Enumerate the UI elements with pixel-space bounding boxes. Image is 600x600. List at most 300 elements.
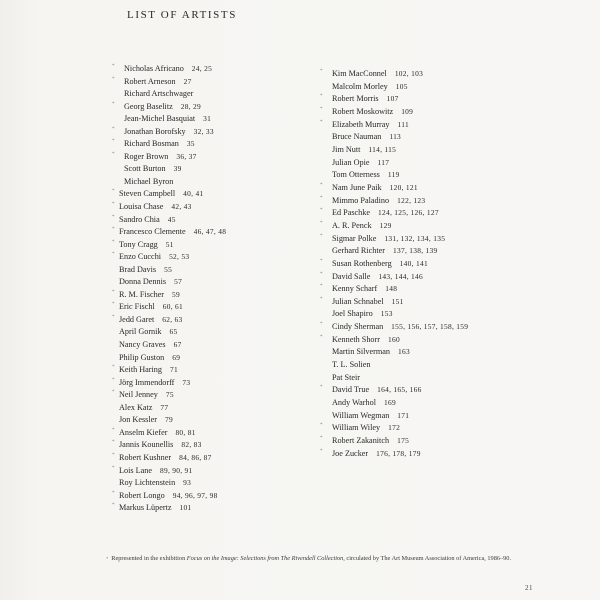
- artist-name: [332, 233, 445, 246]
- artist-name: [332, 220, 392, 233]
- artist-name: [119, 402, 168, 415]
- artist-name: [332, 93, 399, 106]
- page-title: LIST OF ARTISTS: [127, 9, 237, 21]
- artist-name: [332, 182, 418, 195]
- asterisk-marker: *: [112, 239, 115, 245]
- artist-name: [124, 101, 201, 114]
- artist-name-text: Julian Opie: [332, 157, 370, 167]
- page-references: 28, 29: [180, 101, 202, 111]
- asterisk-marker: *: [112, 377, 115, 383]
- artist-name-text: Kenny Scharf: [332, 284, 378, 294]
- asterisk-marker: *: [112, 365, 115, 371]
- artist-entry: [112, 452, 317, 465]
- asterisk-marker: *: [320, 271, 323, 277]
- artist-name: [124, 163, 182, 176]
- asterisk-marker: *: [320, 69, 323, 74]
- artist-name: [332, 308, 393, 321]
- artist-name-text: Kim MacConnel: [332, 69, 387, 78]
- artist-name-text: Bruce Nauman: [332, 132, 382, 142]
- artist-list-right: [320, 68, 590, 460]
- artist-entry: [320, 296, 590, 309]
- artist-name: [119, 251, 189, 264]
- artist-name-text: Scott Burton: [124, 164, 166, 174]
- artist-name-text: Francesco Clemente: [119, 227, 186, 237]
- artist-name-text: Nicholas Africano: [124, 64, 184, 73]
- artist-entry: [320, 321, 590, 334]
- artist-entry: [112, 339, 317, 352]
- page-references: 82, 83: [181, 440, 202, 450]
- artist-name-text: Nam June Paik: [332, 182, 382, 192]
- artist-name: [332, 448, 421, 461]
- asterisk-marker: *: [320, 208, 323, 214]
- artist-name: [119, 502, 192, 515]
- artist-name-text: Gerhard Richter: [332, 246, 385, 256]
- artist-entry: [320, 119, 590, 132]
- asterisk-marker: *: [112, 101, 115, 107]
- page-references: 69: [172, 352, 181, 362]
- artist-name: [119, 389, 174, 402]
- artist-entry: [320, 346, 590, 359]
- artist-entry: [320, 308, 590, 321]
- page-references: 31: [203, 114, 212, 124]
- asterisk-marker: *: [112, 76, 115, 82]
- asterisk-marker: *: [112, 214, 115, 220]
- asterisk-marker: *: [112, 189, 115, 195]
- page-references: 155, 156, 157, 158, 159: [391, 322, 469, 332]
- artist-name-text: Steven Campbell: [119, 189, 176, 199]
- asterisk-marker: *: [112, 139, 115, 145]
- artist-entry: [320, 157, 590, 170]
- artist-name: [124, 113, 211, 126]
- artist-entry: [320, 283, 590, 296]
- artist-name-text: Enzo Cucchi: [119, 252, 162, 262]
- page-references: 171: [397, 410, 410, 420]
- page-references: 35: [186, 139, 195, 149]
- artist-entry: [112, 465, 317, 478]
- artist-entry: [320, 258, 590, 271]
- page-references: 113: [389, 132, 402, 142]
- page-references: 140, 141: [399, 258, 428, 268]
- page-references: 77: [160, 402, 169, 412]
- artist-list-left: [112, 63, 317, 515]
- artist-entry: [320, 422, 590, 435]
- artist-entry: [320, 195, 590, 208]
- asterisk-marker: *: [320, 296, 323, 302]
- artist-entry: [320, 245, 590, 258]
- artist-name-text: Robert Zakanitch: [332, 436, 390, 446]
- artist-name: [332, 435, 409, 448]
- artist-entry: [112, 289, 317, 302]
- artist-name: [124, 76, 192, 89]
- artist-name: [119, 427, 196, 440]
- asterisk-marker: *: [112, 490, 115, 496]
- artist-name: [119, 264, 172, 277]
- artist-name: [332, 321, 468, 334]
- artist-name-text: Kenneth Shorr: [332, 334, 380, 344]
- artist-entry: [112, 414, 317, 427]
- page-references: 89, 90, 91: [159, 465, 193, 475]
- artist-name: [332, 372, 368, 385]
- page-references: 119: [387, 170, 400, 180]
- artist-name: [119, 377, 190, 390]
- artist-entry: [112, 126, 317, 139]
- asterisk-marker: *: [112, 64, 115, 69]
- page-references: 73: [182, 377, 191, 387]
- page-references: 32, 33: [193, 126, 214, 136]
- artist-name: [332, 144, 396, 157]
- asterisk-marker: *: [112, 202, 115, 208]
- artist-name-text: Susan Rothenberg: [332, 258, 392, 268]
- page-references: 80, 81: [175, 427, 196, 437]
- asterisk-marker: *: [320, 94, 323, 100]
- artist-name-text: Robert Moskowitz: [332, 106, 394, 116]
- page-references: 39: [173, 164, 182, 174]
- page-references: 94, 96, 97, 98: [172, 490, 218, 500]
- artist-name: [119, 364, 178, 377]
- asterisk-marker: *: [112, 227, 115, 233]
- artist-name: [119, 490, 218, 503]
- page-references: 129: [379, 220, 392, 230]
- page-references: 36, 37: [176, 151, 197, 161]
- artist-entry: [320, 384, 590, 397]
- page-references: 148: [385, 284, 398, 294]
- artist-entry: [112, 63, 317, 76]
- artist-name-text: Markus Lüpertz: [119, 503, 172, 513]
- artist-name-text: William Wegman: [332, 410, 390, 420]
- artist-entry: [320, 106, 590, 119]
- artist-name: [332, 131, 401, 144]
- artist-name: [332, 384, 422, 397]
- asterisk-marker: *: [112, 126, 115, 132]
- asterisk-marker: *: [112, 151, 115, 157]
- page-references: 93: [183, 478, 192, 488]
- artist-name-text: Brad Davis: [119, 264, 157, 274]
- artist-name-text: Georg Baselitz: [124, 101, 173, 111]
- artist-name: [119, 339, 182, 352]
- artist-entry: [112, 490, 317, 503]
- artist-name: [332, 119, 409, 132]
- artist-name-text: Jonathan Borofsky: [124, 126, 186, 136]
- artist-entry: [320, 435, 590, 448]
- artist-name: [332, 157, 389, 170]
- asterisk-marker: *: [320, 423, 323, 429]
- artist-name-text: Ed Paschke: [332, 208, 370, 218]
- page-references: 120, 121: [389, 182, 418, 192]
- page-references: 143, 144, 146: [378, 271, 423, 281]
- artist-entry: [112, 364, 317, 377]
- artist-name: [119, 276, 182, 289]
- footnote-exhibition-title: Focus on the Image: Selections from The Rivendell Collection: [186, 555, 344, 562]
- asterisk-marker: *: [112, 314, 115, 320]
- artist-name: [332, 346, 410, 359]
- page-references: 124, 125, 126, 127: [377, 208, 439, 218]
- asterisk-marker: *: [320, 322, 323, 328]
- artist-name: [124, 176, 181, 189]
- artist-name-text: Robert Kushner: [119, 452, 172, 462]
- artist-name-text: Louisa Chase: [119, 202, 164, 212]
- page-references: 55: [164, 264, 173, 274]
- artist-name-text: Neil Jenney: [119, 390, 158, 400]
- artist-name: [332, 207, 439, 220]
- page-references: 172: [388, 423, 401, 433]
- asterisk-marker: *: [320, 258, 323, 264]
- artist-name-text: Richard Bosman: [124, 139, 179, 149]
- page-references: 59: [172, 289, 181, 299]
- page-references: 131, 132, 134, 135: [384, 233, 446, 243]
- artist-name-text: Joe Zucker: [332, 448, 369, 458]
- artist-name-text: Lois Lane: [119, 465, 152, 475]
- footnote-text-before: Represented in the exhibition: [111, 555, 187, 562]
- artist-name: [332, 410, 409, 423]
- artist-name-text: Richard Artschwager: [124, 89, 194, 99]
- asterisk-marker: *: [112, 503, 115, 509]
- page-references: 84, 86, 87: [179, 452, 212, 462]
- artist-name-text: Julian Schnabel: [332, 296, 384, 306]
- artist-name: [119, 188, 203, 201]
- artist-name: [332, 397, 396, 410]
- artist-name-text: Martin Silverman: [332, 347, 390, 357]
- artist-name-text: Anselm Kiefer: [119, 427, 168, 437]
- page-references: 62, 63: [162, 314, 183, 324]
- page-references: 111: [397, 119, 409, 129]
- artist-name-text: T. L. Solien: [332, 360, 371, 370]
- artist-name: [119, 326, 178, 339]
- artist-name: [332, 359, 379, 372]
- artist-name-text: Andy Warhol: [332, 398, 376, 408]
- artist-entry: [320, 397, 590, 410]
- page-references: 160: [387, 334, 400, 344]
- artist-entry: [112, 377, 317, 390]
- page-references: 101: [179, 503, 192, 513]
- page-references: 122, 123: [397, 195, 426, 205]
- artist-entry: [112, 314, 317, 327]
- artist-name: [332, 334, 400, 347]
- page-references: 109: [401, 106, 414, 116]
- artist-name-text: Jim Nutt: [332, 144, 361, 154]
- asterisk-marker: *: [112, 302, 115, 308]
- artist-entry: [112, 101, 317, 114]
- artist-entry: [112, 439, 317, 452]
- artist-entry: [112, 264, 317, 277]
- artist-name: [119, 452, 212, 465]
- page-references: 67: [173, 340, 182, 350]
- artist-entry: [320, 169, 590, 182]
- artist-name: [332, 283, 397, 296]
- page-references: 27: [183, 76, 192, 86]
- artist-entry: [320, 93, 590, 106]
- artist-name-text: Jedd Garet: [119, 314, 155, 324]
- artist-entry: [112, 138, 317, 151]
- artist-name: [119, 477, 191, 490]
- artist-name: [119, 289, 180, 302]
- artist-name: [332, 422, 400, 435]
- page-references: 71: [169, 365, 178, 375]
- artist-name-text: April Gornik: [119, 327, 162, 337]
- footnote: [106, 555, 526, 564]
- page-references: 57: [174, 277, 183, 287]
- artist-name-text: Pat Steir: [332, 372, 360, 382]
- artist-name: [124, 88, 201, 101]
- page-references: 45: [167, 214, 176, 224]
- artist-entry: [112, 163, 317, 176]
- artist-entry: [112, 113, 317, 126]
- page-references: 51: [165, 239, 174, 249]
- artist-name: [119, 239, 174, 252]
- page-references: 42, 43: [171, 202, 192, 212]
- asterisk-marker: *: [320, 233, 323, 239]
- artist-name-text: Robert Longo: [119, 490, 165, 500]
- page-references: 75: [165, 390, 174, 400]
- artist-name-text: David True: [332, 385, 370, 395]
- artist-entry: [320, 68, 590, 81]
- asterisk-marker: *: [320, 385, 323, 391]
- artist-name-text: Roger Brown: [124, 151, 169, 161]
- page-references: 169: [384, 398, 396, 408]
- asterisk-marker: *: [320, 334, 323, 340]
- artist-name: [332, 271, 423, 284]
- artist-name: [119, 201, 192, 214]
- page-references: 102, 103: [394, 69, 424, 78]
- artist-entry: [112, 239, 317, 252]
- page-references: 46, 47, 48: [193, 227, 227, 237]
- artist-name: [124, 151, 197, 164]
- asterisk-marker: *: [320, 119, 323, 125]
- artist-entry: [320, 372, 590, 385]
- artist-name-text: Eric Fischl: [119, 302, 155, 312]
- asterisk-marker: *: [112, 465, 115, 471]
- artist-name: [119, 414, 173, 427]
- artist-name-text: Jörg Immendorff: [119, 377, 175, 387]
- artist-name: [119, 314, 183, 327]
- asterisk-marker: *: [320, 106, 323, 112]
- artist-name: [332, 68, 423, 81]
- artist-name-text: Sigmar Polke: [332, 233, 377, 243]
- artist-entry: [112, 201, 317, 214]
- artist-name-text: William Wiley: [332, 423, 381, 433]
- artist-entry: [112, 276, 317, 289]
- artist-entry: [112, 214, 317, 227]
- page-references: 137, 138, 139: [392, 246, 438, 256]
- artist-name-text: Roy Lichtenstein: [119, 478, 176, 488]
- artist-name: [124, 138, 195, 151]
- artist-entry: [112, 76, 317, 89]
- artist-name-text: R. M. Fischer: [119, 289, 165, 299]
- artist-name: [332, 106, 413, 119]
- page-references: 151: [391, 296, 404, 306]
- asterisk-marker: *: [320, 284, 323, 290]
- artist-entry: [112, 477, 317, 490]
- asterisk-marker: *: [320, 182, 323, 188]
- footnote-text-after: , circulated by The Art Museum Association of America, 1986–90.: [343, 555, 512, 562]
- page-references: 105: [395, 81, 408, 91]
- asterisk-marker: *: [112, 440, 115, 446]
- footnote-asterisk: *: [106, 556, 109, 561]
- page-references: 176, 178, 179: [376, 448, 421, 458]
- asterisk-marker: *: [112, 452, 115, 458]
- asterisk-marker: *: [320, 448, 323, 454]
- asterisk-marker: *: [112, 252, 115, 258]
- artist-name-text: Donna Dennis: [119, 277, 167, 287]
- artist-entry: [112, 389, 317, 402]
- page-references: 117: [377, 157, 390, 167]
- artist-name-text: Malcolm Morley: [332, 81, 388, 91]
- artist-entry: [112, 502, 317, 515]
- page-references: 175: [397, 436, 410, 446]
- artist-entry: [112, 301, 317, 314]
- page-references: 114, 115: [368, 144, 397, 154]
- page-references: 65: [169, 327, 178, 337]
- artist-entry: [112, 176, 317, 189]
- artist-name-text: Alex Katz: [119, 402, 153, 412]
- artist-entry: [320, 220, 590, 233]
- artist-entry: [112, 151, 317, 164]
- artist-name: [119, 352, 180, 365]
- artist-entry: [112, 226, 317, 239]
- artist-entry: [112, 402, 317, 415]
- artist-name-text: Sandro Chia: [119, 214, 160, 224]
- artist-entry: [112, 88, 317, 101]
- artist-name: [124, 126, 214, 139]
- artist-entry: [320, 81, 590, 94]
- artist-name-text: Jon Kessler: [119, 415, 157, 425]
- page-references: 60, 61: [162, 302, 183, 312]
- artist-name: [119, 439, 202, 452]
- artist-name-text: Robert Arneson: [124, 76, 176, 86]
- artist-entry: [320, 182, 590, 195]
- artist-name-text: Jannis Kounellis: [119, 440, 174, 450]
- artist-entry: [320, 207, 590, 220]
- artist-name: [332, 296, 404, 309]
- artist-name: [119, 465, 193, 478]
- artist-name-text: Jean-Michel Basquiat: [124, 114, 196, 124]
- page-references: 79: [164, 415, 173, 425]
- asterisk-marker: *: [112, 289, 115, 295]
- asterisk-marker: *: [320, 195, 323, 201]
- page-references: 153: [380, 309, 393, 319]
- artist-entry: [320, 410, 590, 423]
- artist-name-text: Keith Haring: [119, 365, 162, 375]
- artist-name-text: Cindy Sherman: [332, 322, 384, 332]
- artist-entry: [320, 233, 590, 246]
- artist-name: [124, 63, 212, 76]
- artist-entry: [112, 326, 317, 339]
- asterisk-marker: *: [112, 390, 115, 396]
- artist-entry: [320, 448, 590, 461]
- artist-name: [332, 81, 408, 94]
- artist-entry: [112, 427, 317, 440]
- artist-name-text: Tom Otterness: [332, 170, 380, 180]
- page-references: 24, 25: [191, 64, 213, 73]
- asterisk-marker: *: [112, 427, 115, 433]
- artist-entry: [320, 271, 590, 284]
- artist-name-text: Robert Morris: [332, 94, 379, 104]
- artist-name: [332, 195, 425, 208]
- artist-name-text: Joel Shapiro: [332, 309, 373, 319]
- page-references: 163: [397, 347, 410, 357]
- artist-name-text: Nancy Graves: [119, 340, 166, 350]
- artist-name-text: Elizabeth Murray: [332, 119, 390, 129]
- page-number: 21: [525, 584, 533, 592]
- page-references: 107: [386, 94, 399, 104]
- artist-name-text: David Salle: [332, 271, 371, 281]
- artist-name: [119, 214, 176, 227]
- artist-name: [332, 169, 400, 182]
- page-references: 52, 53: [169, 252, 190, 262]
- artist-name: [119, 226, 226, 239]
- asterisk-marker: *: [320, 220, 323, 226]
- page-references: 40, 41: [183, 189, 204, 199]
- page-references: 164, 165, 166: [377, 385, 422, 395]
